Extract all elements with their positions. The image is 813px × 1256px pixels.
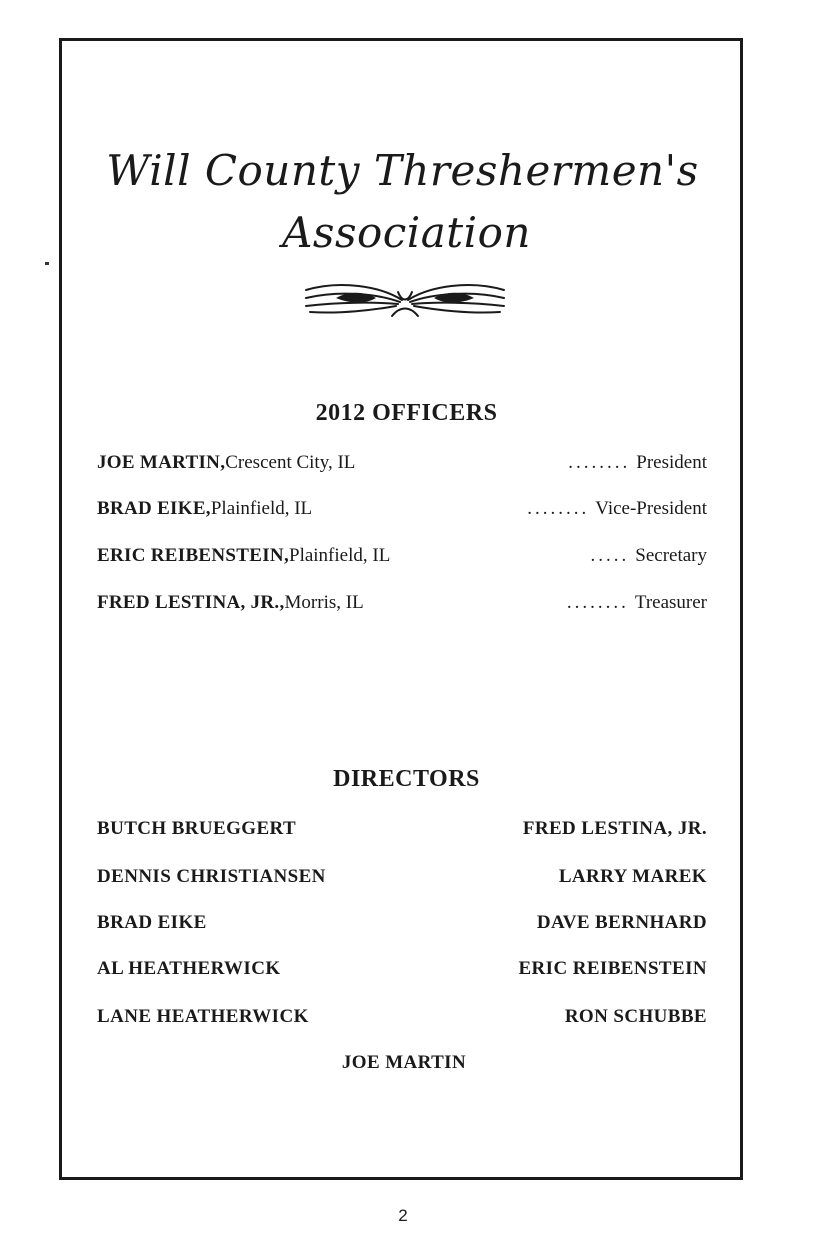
officer-title: President [636, 452, 707, 473]
officer-location: Morris, IL [284, 592, 364, 613]
page-number: 2 [398, 1206, 408, 1225]
officer-row [97, 498, 707, 526]
edge-mark [45, 262, 49, 265]
flourish-ornament-icon [300, 276, 510, 320]
officer-title: Secretary [635, 545, 707, 566]
officer-location: Plainfield, IL [210, 498, 313, 519]
officer-name: ERIC REIBENSTEIN, [97, 545, 289, 566]
director-name: RON SCHUBBE [564, 1006, 707, 1027]
officer-name: BRAD EIKE, [97, 498, 211, 519]
director-name: AL HEATHERWICK [97, 958, 281, 979]
director-name: LANE HEATHERWICK [97, 1006, 309, 1027]
officer-leader-dots: ........ [566, 592, 629, 613]
director-name: DAVE BERNHARD [536, 912, 707, 933]
director-name: BRAD EIKE [97, 912, 207, 933]
officer-leader-dots: ..... [590, 545, 630, 566]
association-title-line1: Will County Threshermen's [106, 146, 699, 195]
officer-name: JOE MARTIN, [97, 452, 226, 473]
director-name: LARRY MAREK [558, 866, 707, 887]
director-name: DENNIS CHRISTIANSEN [97, 866, 326, 887]
officer-location: Crescent City, IL [225, 452, 356, 473]
officer-name: FRED LESTINA, JR., [97, 592, 285, 613]
officer-row [97, 452, 707, 480]
association-title-line2: Association [282, 208, 531, 257]
officer-location: Plainfield, IL [289, 545, 391, 566]
director-name: BUTCH BRUEGGERT [97, 818, 297, 839]
officer-row [97, 592, 707, 620]
officer-title: Vice-President [595, 498, 707, 519]
directors-heading: DIRECTORS [333, 766, 480, 792]
director-name: FRED LESTINA, JR. [522, 818, 707, 839]
officer-leader-dots: ........ [568, 452, 631, 473]
officer-row [97, 545, 707, 573]
officer-leader-dots: ........ [527, 498, 590, 519]
director-name-center: JOE MARTIN [341, 1052, 467, 1073]
officers-heading: 2012 OFFICERS [315, 400, 498, 426]
director-name: ERIC REIBENSTEIN [518, 958, 707, 979]
officer-title: Treasurer [634, 592, 707, 613]
